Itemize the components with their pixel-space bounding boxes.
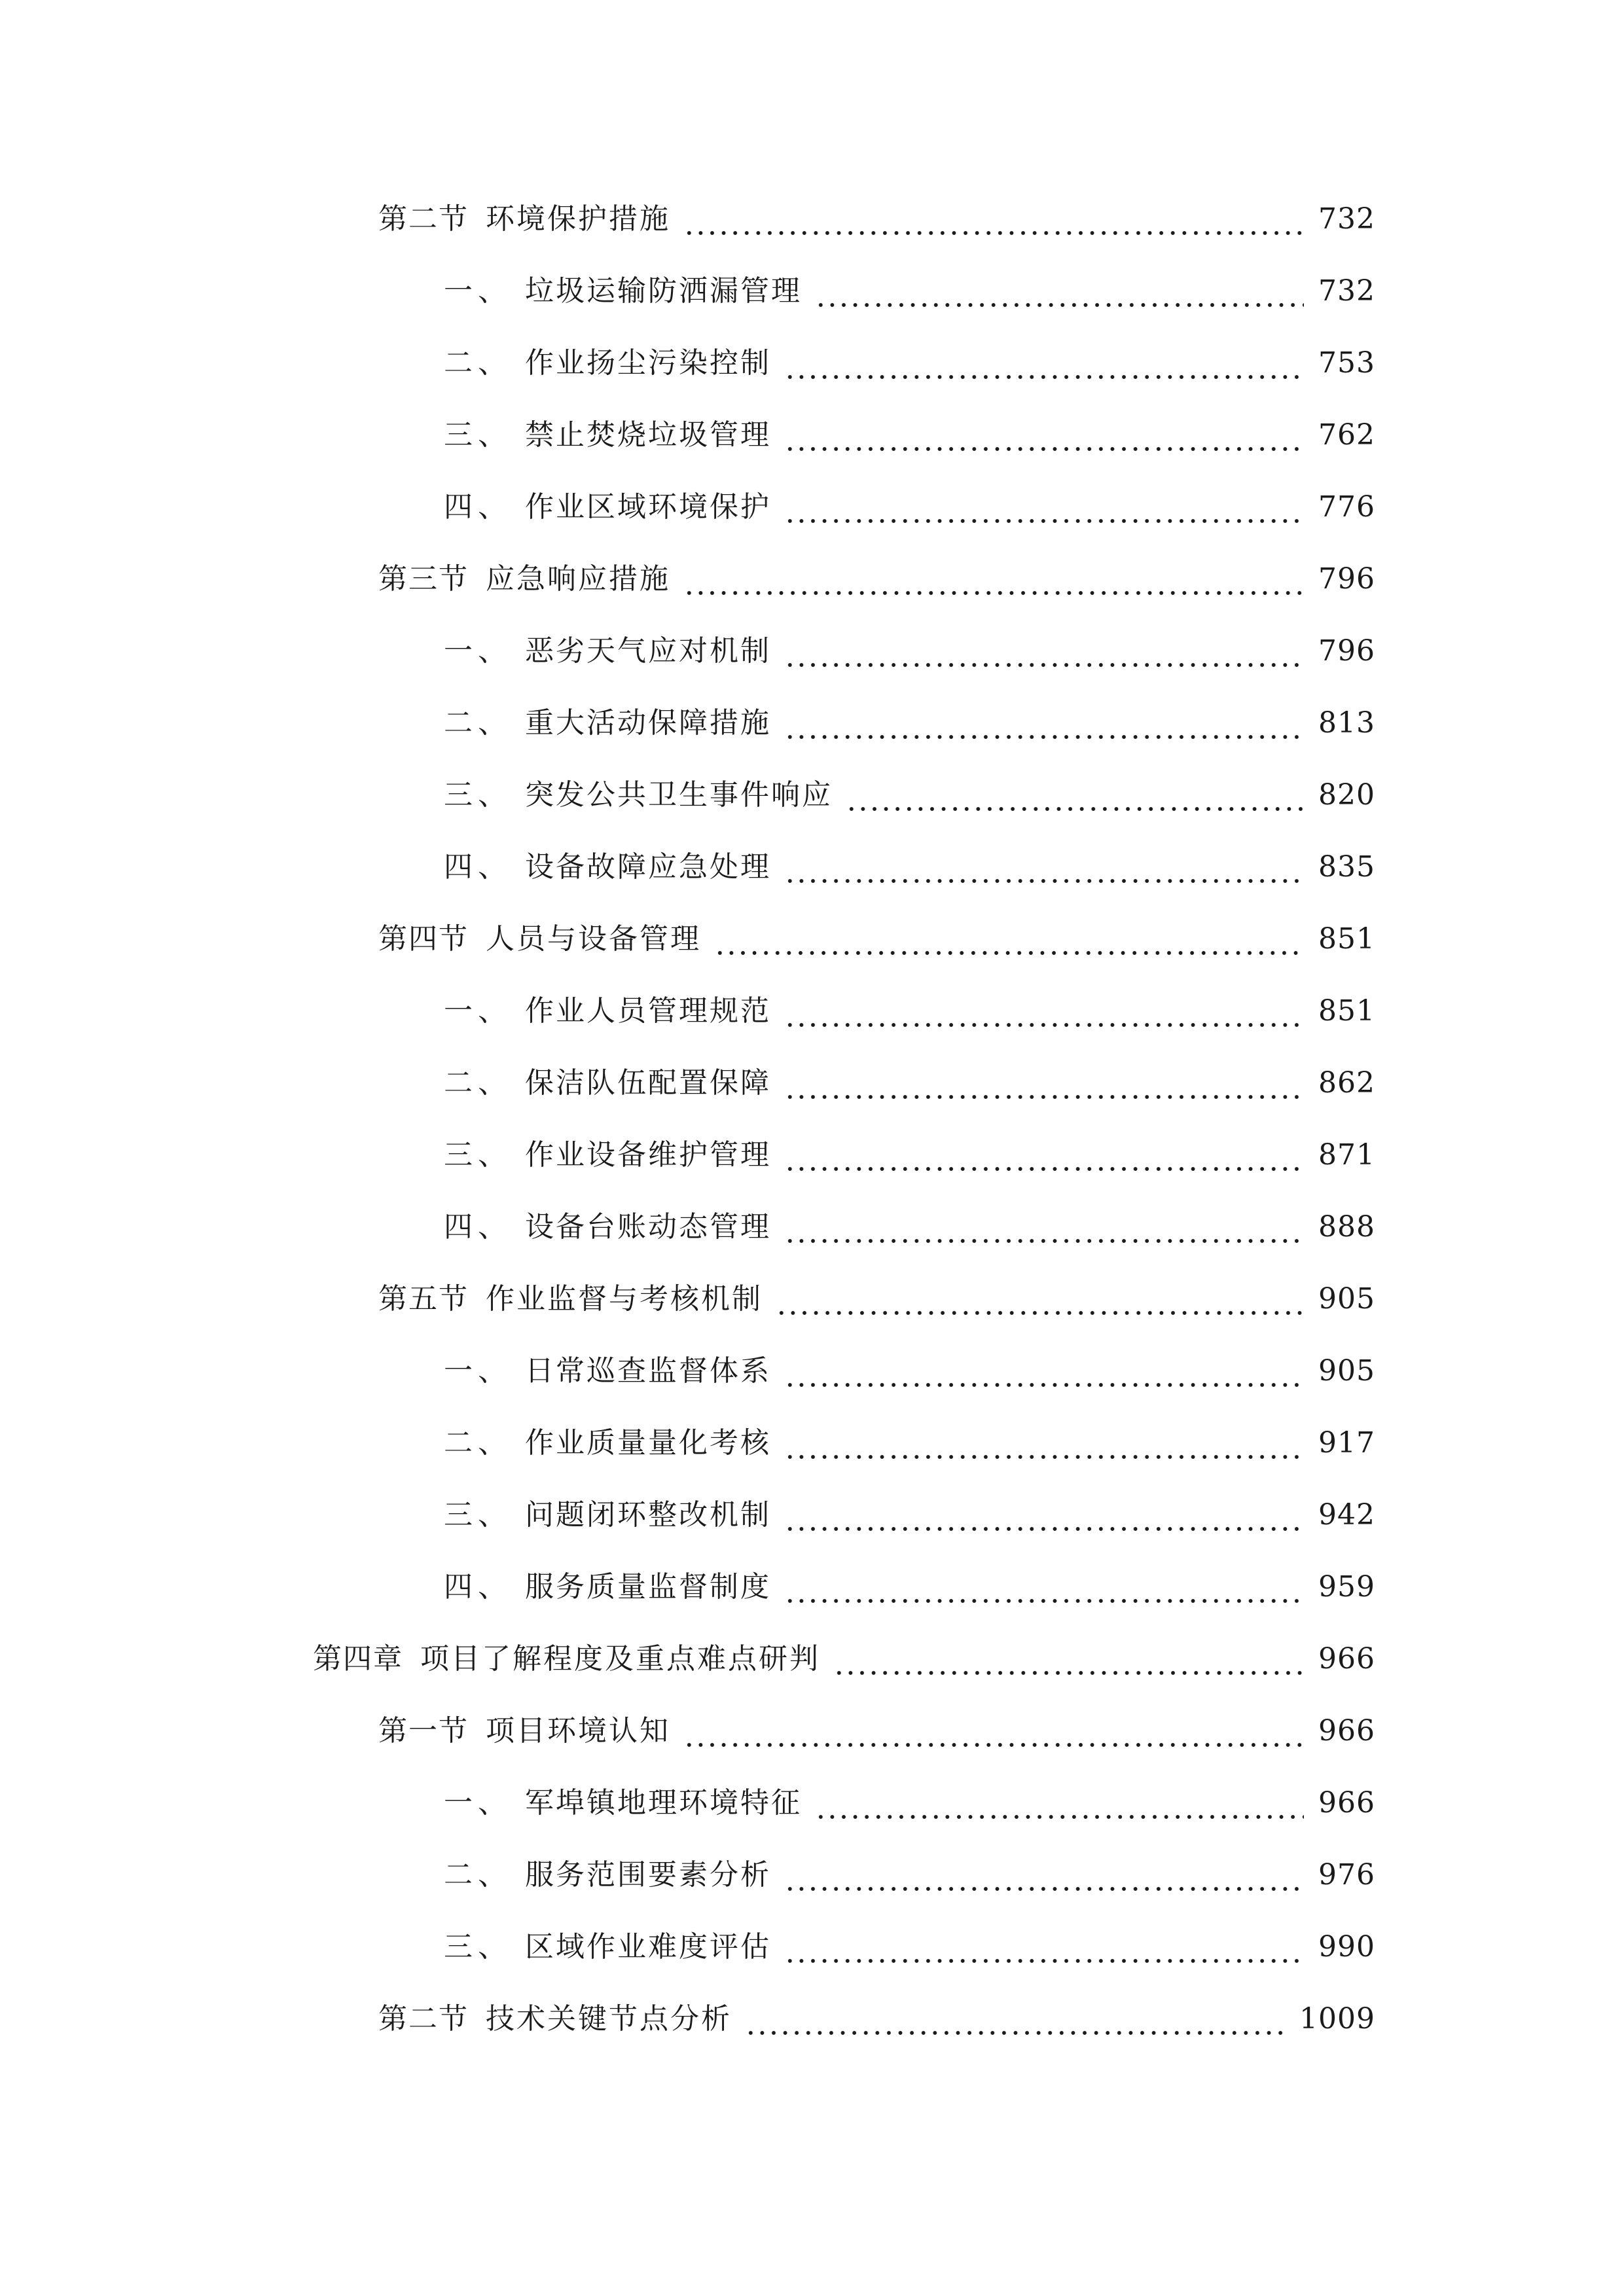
entry-title: 重大活动保障措施 bbox=[525, 706, 771, 740]
dot-leader bbox=[784, 1057, 1304, 1109]
entry-title: 垃圾运输防洒漏管理 bbox=[525, 274, 802, 308]
entry-page-number: 1009 bbox=[1299, 2002, 1375, 2036]
entry-number: 二、 bbox=[444, 1066, 512, 1100]
dot-leader bbox=[784, 1561, 1304, 1613]
entry-number: 一、 bbox=[444, 994, 512, 1028]
dot-leader bbox=[784, 1849, 1304, 1901]
dot-leader bbox=[784, 1201, 1304, 1253]
dot-leader bbox=[683, 553, 1304, 605]
toc-entry-item[interactable] bbox=[444, 1777, 1375, 1829]
entry-title: 作业监督与考核机制 bbox=[486, 1282, 763, 1316]
entry-page-number: 851 bbox=[1318, 922, 1375, 956]
toc-entry-item[interactable] bbox=[444, 1921, 1375, 1973]
entry-page-number: 966 bbox=[1318, 1786, 1375, 1820]
dot-leader bbox=[784, 841, 1304, 893]
dot-leader bbox=[784, 481, 1304, 533]
toc-entry-item[interactable] bbox=[444, 481, 1375, 533]
entry-number: 一、 bbox=[444, 634, 512, 668]
entry-number: 第二节 bbox=[378, 2002, 469, 2036]
entry-number: 二、 bbox=[444, 346, 512, 380]
toc-entry-item[interactable] bbox=[444, 841, 1375, 893]
dot-leader bbox=[784, 1489, 1304, 1541]
entry-title: 服务质量监督制度 bbox=[525, 1570, 771, 1604]
entry-number: 二、 bbox=[444, 1858, 512, 1892]
entry-page-number: 966 bbox=[1318, 1714, 1375, 1748]
entry-number: 三、 bbox=[444, 418, 512, 452]
toc-entry-chapter[interactable] bbox=[313, 1633, 1375, 1685]
entry-number: 第五节 bbox=[378, 1282, 469, 1316]
entry-title: 作业质量量化考核 bbox=[525, 1426, 771, 1460]
entry-page-number: 753 bbox=[1318, 346, 1375, 380]
entry-number: 二、 bbox=[444, 1426, 512, 1460]
entry-number: 四、 bbox=[444, 850, 512, 884]
entry-page-number: 813 bbox=[1318, 706, 1375, 740]
entry-number: 三、 bbox=[444, 778, 512, 812]
entry-page-number: 905 bbox=[1318, 1354, 1375, 1388]
entry-number: 三、 bbox=[444, 1498, 512, 1532]
toc-entry-section[interactable] bbox=[378, 913, 1375, 965]
dot-leader bbox=[784, 1129, 1304, 1181]
entry-title: 设备台账动态管理 bbox=[525, 1210, 771, 1244]
entry-page-number: 942 bbox=[1318, 1498, 1375, 1532]
toc-entry-section[interactable] bbox=[378, 553, 1375, 605]
entry-title: 环境保护措施 bbox=[486, 202, 670, 236]
entry-page-number: 835 bbox=[1318, 850, 1375, 884]
entry-number: 第四章 bbox=[313, 1642, 403, 1676]
dot-leader bbox=[846, 769, 1304, 821]
toc-entry-item[interactable] bbox=[444, 1201, 1375, 1253]
entry-title: 技术关键节点分析 bbox=[486, 2002, 732, 2036]
entry-page-number: 762 bbox=[1318, 418, 1375, 452]
entry-title: 应急响应措施 bbox=[486, 562, 670, 596]
toc-entry-item[interactable] bbox=[444, 337, 1375, 389]
entry-title: 项目环境认知 bbox=[486, 1714, 670, 1748]
toc-entry-item[interactable] bbox=[444, 985, 1375, 1037]
entry-page-number: 871 bbox=[1318, 1138, 1375, 1172]
entry-number: 四、 bbox=[444, 490, 512, 524]
entry-number: 第二节 bbox=[378, 202, 469, 236]
entry-title: 作业人员管理规范 bbox=[525, 994, 771, 1028]
entry-page-number: 796 bbox=[1318, 634, 1375, 668]
toc-entry-section[interactable] bbox=[378, 1273, 1375, 1325]
entry-title: 问题闭环整改机制 bbox=[525, 1498, 771, 1532]
entry-number: 一、 bbox=[444, 274, 512, 308]
entry-title: 服务范围要素分析 bbox=[525, 1858, 771, 1892]
dot-leader bbox=[683, 1705, 1304, 1757]
toc-entry-item[interactable] bbox=[444, 769, 1375, 821]
toc-entry-item[interactable] bbox=[444, 1057, 1375, 1109]
entry-title: 保洁队伍配置保障 bbox=[525, 1066, 771, 1100]
toc-entry-section[interactable] bbox=[378, 193, 1375, 245]
entry-page-number: 732 bbox=[1318, 274, 1375, 308]
toc-entry-item[interactable] bbox=[444, 1129, 1375, 1181]
dot-leader bbox=[784, 409, 1304, 461]
dot-leader bbox=[745, 1993, 1285, 2045]
entry-title: 作业区域环境保护 bbox=[525, 490, 771, 524]
entry-title: 设备故障应急处理 bbox=[525, 850, 771, 884]
entry-title: 日常巡查监督体系 bbox=[525, 1354, 771, 1388]
entry-page-number: 796 bbox=[1318, 562, 1375, 596]
toc-entry-item[interactable] bbox=[444, 1489, 1375, 1541]
entry-number: 一、 bbox=[444, 1786, 512, 1820]
entry-number: 第三节 bbox=[378, 562, 469, 596]
entry-number: 一、 bbox=[444, 1354, 512, 1388]
entry-page-number: 888 bbox=[1318, 1210, 1375, 1244]
dot-leader bbox=[784, 1417, 1304, 1469]
entry-title: 突发公共卫生事件响应 bbox=[525, 778, 833, 812]
toc-entry-item[interactable] bbox=[444, 1345, 1375, 1397]
dot-leader bbox=[815, 265, 1304, 317]
toc-entry-item[interactable] bbox=[444, 697, 1375, 749]
toc-entry-item[interactable] bbox=[444, 409, 1375, 461]
entry-number: 三、 bbox=[444, 1930, 512, 1964]
entry-page-number: 820 bbox=[1318, 778, 1375, 812]
dot-leader bbox=[714, 913, 1304, 965]
entry-title: 人员与设备管理 bbox=[486, 922, 701, 956]
entry-page-number: 959 bbox=[1318, 1570, 1375, 1604]
entry-number: 二、 bbox=[444, 706, 512, 740]
dot-leader bbox=[784, 697, 1304, 749]
dot-leader bbox=[784, 1345, 1304, 1397]
dot-leader bbox=[815, 1777, 1304, 1829]
toc-entry-item[interactable] bbox=[444, 1417, 1375, 1469]
entry-title: 作业扬尘污染控制 bbox=[525, 346, 771, 380]
toc-entry-item[interactable] bbox=[444, 1561, 1375, 1613]
entry-page-number: 966 bbox=[1318, 1642, 1375, 1676]
entry-title: 项目了解程度及重点难点研判 bbox=[420, 1642, 820, 1676]
entry-page-number: 990 bbox=[1318, 1930, 1375, 1964]
toc-entry-section[interactable] bbox=[378, 1993, 1375, 2045]
dot-leader bbox=[683, 193, 1304, 245]
dot-leader bbox=[784, 625, 1304, 677]
dot-leader bbox=[784, 985, 1304, 1037]
entry-title: 禁止焚烧垃圾管理 bbox=[525, 418, 771, 452]
entry-number: 第四节 bbox=[378, 922, 469, 956]
dot-leader bbox=[833, 1633, 1304, 1685]
entry-number: 四、 bbox=[444, 1210, 512, 1244]
entry-page-number: 776 bbox=[1318, 490, 1375, 524]
entry-page-number: 732 bbox=[1318, 202, 1375, 236]
entry-title: 军埠镇地理环境特征 bbox=[525, 1786, 802, 1820]
entry-number: 三、 bbox=[444, 1138, 512, 1172]
entry-page-number: 976 bbox=[1318, 1858, 1375, 1892]
entry-page-number: 851 bbox=[1318, 994, 1375, 1028]
entry-title: 恶劣天气应对机制 bbox=[525, 634, 771, 668]
entry-page-number: 905 bbox=[1318, 1282, 1375, 1316]
toc-entry-item[interactable] bbox=[444, 625, 1375, 677]
entry-title: 作业设备维护管理 bbox=[525, 1138, 771, 1172]
entry-number: 四、 bbox=[444, 1570, 512, 1604]
dot-leader bbox=[784, 337, 1304, 389]
toc-entry-section[interactable] bbox=[378, 1705, 1375, 1757]
entry-page-number: 917 bbox=[1318, 1426, 1375, 1460]
dot-leader bbox=[784, 1921, 1304, 1973]
entry-page-number: 862 bbox=[1318, 1066, 1375, 1100]
toc-entry-item[interactable] bbox=[444, 265, 1375, 317]
entry-number: 第一节 bbox=[378, 1714, 469, 1748]
dot-leader bbox=[776, 1273, 1304, 1325]
entry-title: 区域作业难度评估 bbox=[525, 1930, 771, 1964]
toc-entry-item[interactable] bbox=[444, 1849, 1375, 1901]
